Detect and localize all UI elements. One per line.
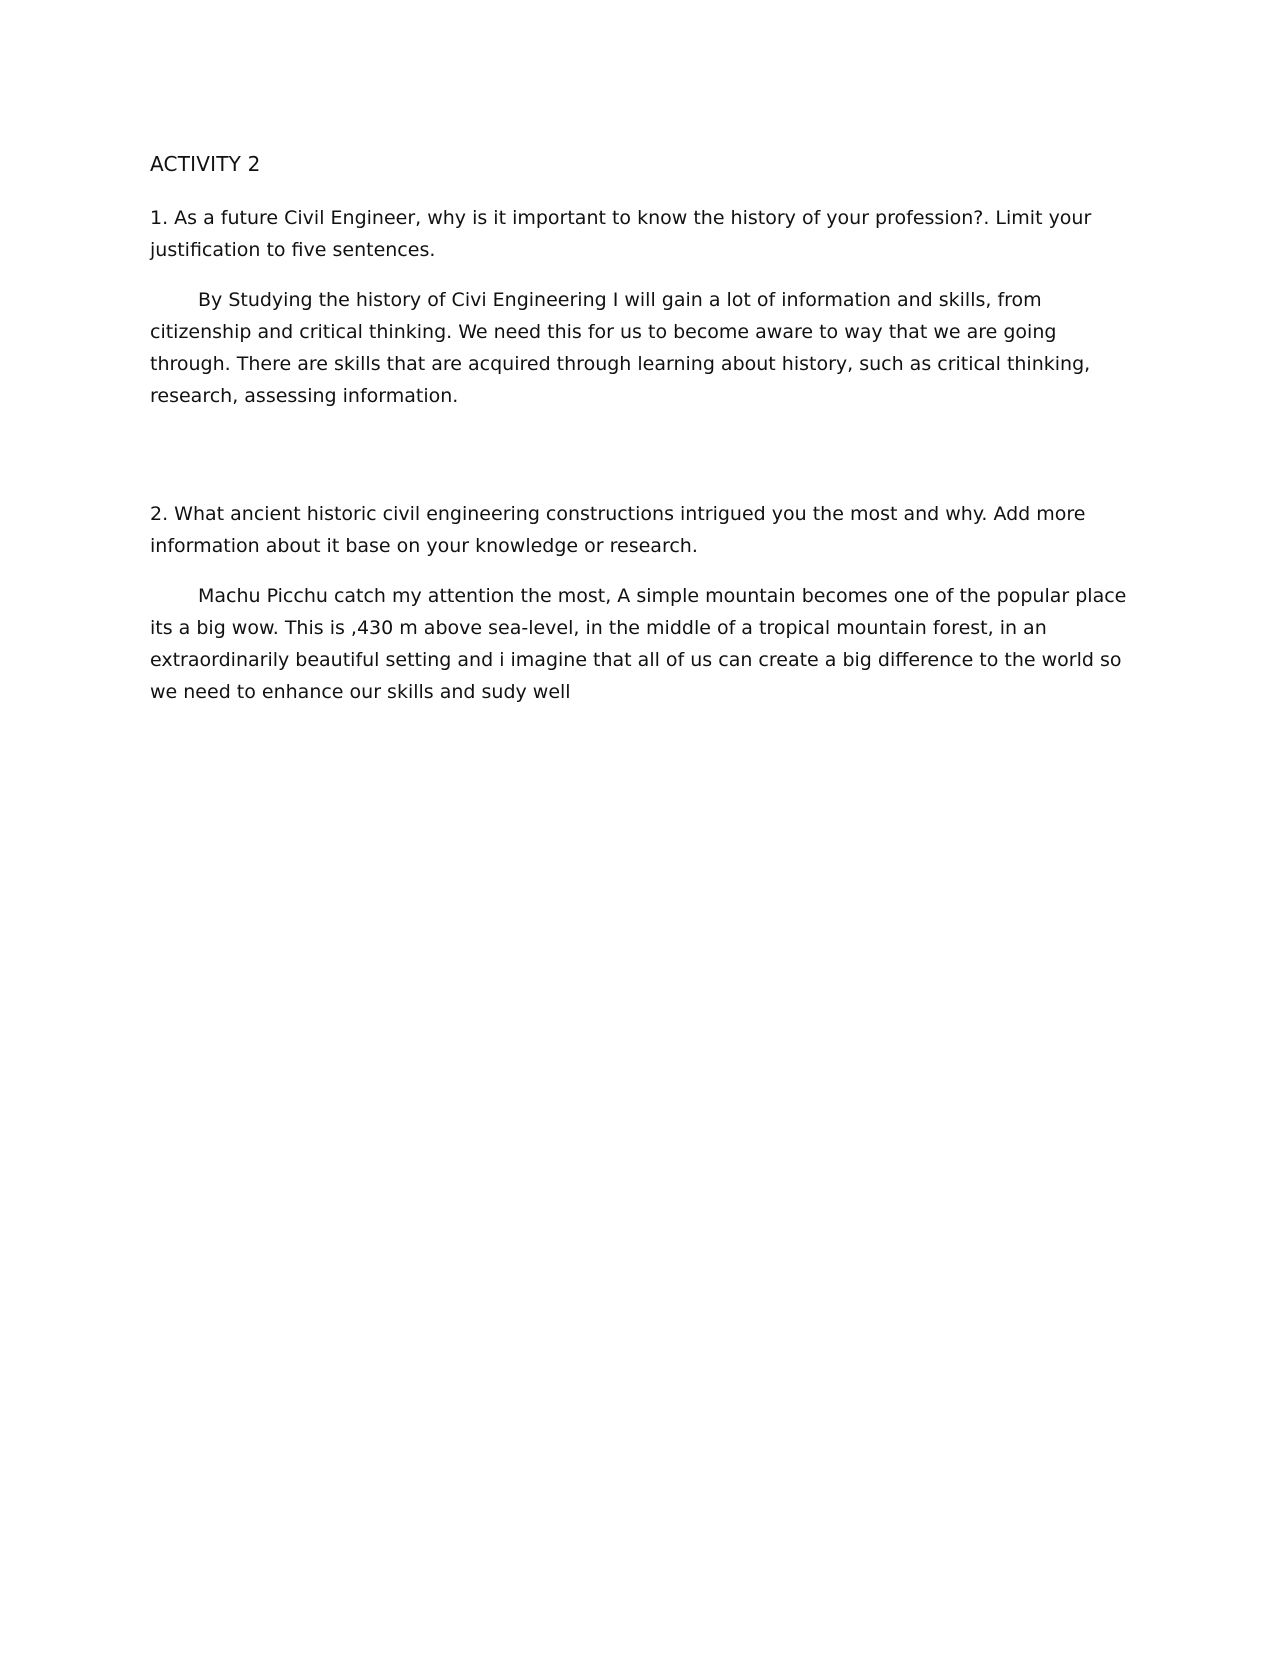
question-block-1 [150,202,1130,412]
activity-title: ACTIVITY 2 [150,152,261,176]
section-spacer [150,412,1130,498]
question-1: 1. As a future Civil Engineer, why is it important to know the history of your profession?. Limit your justification to five sentences. [150,207,1092,261]
question-block-2 [150,498,1130,708]
question-2: 2. What ancient historic civil engineering constructions intrigued you the most and why. Add more information about it base on your knowledge or research. [150,503,1086,557]
answer-2: Machu Picchu catch my attention the most, A simple mountain becomes one of the popular place its a big wow. This is ,430 m above sea-level, in the middle of a tropical mountain forest, in an extraordinarily beautiful setting and i imagine that all of us can create a big difference to the world so we need to enhance our skills and sudy well [150,585,1127,703]
answer-1: By Studying the history of Civi Engineering I will gain a lot of information and skills, from citizenship and critical thinking. We need this for us to become aware to way that we are going through. There are skills that are acquired through learning about history, such as critical thinking, research, assessing information. [150,289,1091,407]
document-body [150,148,1130,708]
